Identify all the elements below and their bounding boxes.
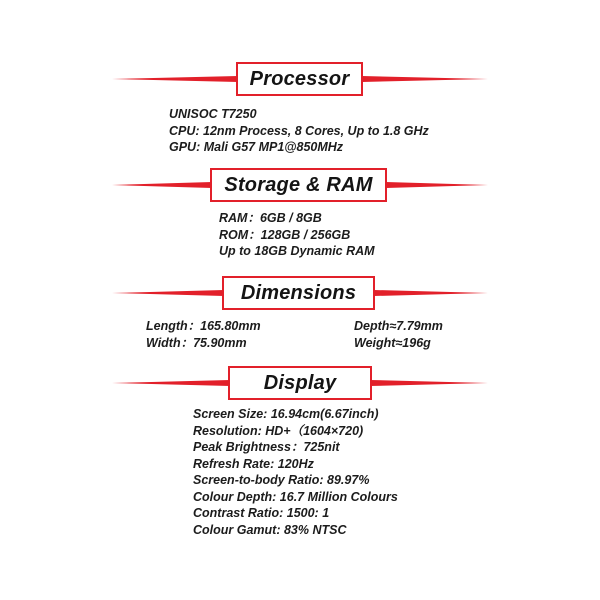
spec-line: Refresh Rate: 120Hz xyxy=(193,456,314,471)
length-value: Length：165.80mm xyxy=(146,319,261,333)
spec-line: Contrast Ratio: 1500: 1 xyxy=(193,506,330,520)
spec-line: Up to 18GB Dynamic RAM xyxy=(219,244,375,258)
left-red-rule xyxy=(112,366,230,400)
dimensions-specs xyxy=(146,318,443,351)
processor-section xyxy=(0,62,600,154)
storage-heading: Storage & RAM xyxy=(224,173,373,196)
spec-line: Peak Brightness：725nit xyxy=(193,440,340,454)
storage-banner xyxy=(0,168,600,202)
display-specs xyxy=(193,406,398,538)
display-section xyxy=(0,366,600,537)
processor-specs xyxy=(169,106,429,156)
right-red-rule xyxy=(370,366,488,400)
spec-line: Colour Depth: 16.7 Million Colours xyxy=(193,489,398,504)
processor-heading: Processor xyxy=(249,67,350,90)
dimensions-section xyxy=(0,276,600,350)
dimensions-banner xyxy=(0,276,600,310)
spec-line: ROM：128GB / 256GB xyxy=(219,227,351,242)
display-heading-box xyxy=(228,366,372,400)
storage-heading-box xyxy=(210,168,387,202)
spec-line: GPU: Mali G57 MP1@850MHz xyxy=(169,140,344,154)
spec-line: Resolution: HD+（1604×720) xyxy=(193,423,364,438)
spec-line: UNISOC T7250 xyxy=(169,107,257,121)
spec-line: Colour Gamut: 83% NTSC xyxy=(193,522,347,537)
processor-heading-box xyxy=(236,62,363,96)
right-red-rule xyxy=(362,62,488,96)
left-red-rule xyxy=(112,62,238,96)
storage-section xyxy=(0,168,600,258)
display-banner xyxy=(0,366,600,400)
depth-value: Depth≈7.79mm xyxy=(354,319,443,333)
left-red-rule xyxy=(112,276,224,310)
right-red-rule xyxy=(386,168,488,202)
right-red-rule xyxy=(374,276,488,310)
dimensions-heading-box xyxy=(222,276,375,310)
dimensions-heading: Dimensions xyxy=(240,281,357,304)
spec-line: RAM：6GB / 8GB xyxy=(219,211,322,225)
left-red-rule xyxy=(112,168,212,202)
spec-line: Screen Size: 16.94cm(6.67inch) xyxy=(193,407,379,421)
processor-banner xyxy=(0,62,600,96)
storage-specs xyxy=(219,210,375,260)
spec-line: CPU: 12nm Process, 8 Cores, Up to 1.8 GHz xyxy=(169,123,429,138)
weight-value: Weight≈196g xyxy=(354,335,431,350)
display-heading: Display xyxy=(263,371,337,394)
spec-line: Screen-to-body Ratio: 89.97% xyxy=(193,473,370,487)
width-value: Width：75.90mm xyxy=(146,335,247,350)
